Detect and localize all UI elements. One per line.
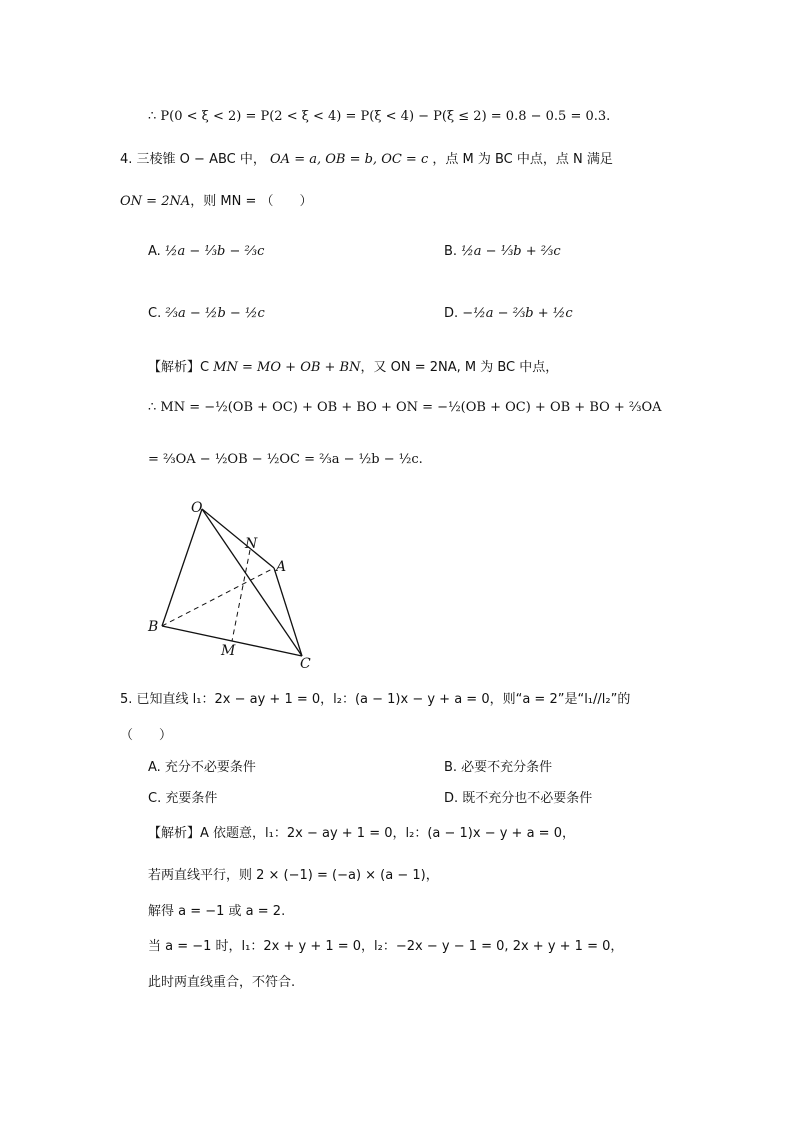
q5-option-c[interactable]: C. 充要条件 — [148, 791, 218, 806]
label-b: B — [148, 619, 159, 635]
q4-option-a[interactable] — [148, 242, 264, 262]
q4-stem-part3: ，点 M 为 BC 中点，点 N 满足 — [432, 152, 613, 167]
q4-option-b-expr: ½a − ⅓b + ⅔c — [461, 244, 561, 259]
q4-option-a-label: A. — [148, 244, 161, 259]
q5-analysis-line3: 解得 a = −1 或 a = 2. — [148, 904, 286, 919]
q5-stem-line1 — [120, 690, 630, 710]
q4-option-c-expr: ⅔a − ½b − ½c — [165, 306, 265, 321]
q4-option-c[interactable] — [148, 304, 265, 324]
prev-answer-line: ∴ P(0 < ξ < 2) = P(2 < ξ < 4) = P(ξ < 4) − P(ξ ≤ 2) = 0.8 − 0.5 = 0.3. — [148, 109, 611, 124]
q4-stem-part1: 三棱锥 O − ABC 中， — [136, 152, 266, 167]
q5-analysis-line4: 当 a = −1 时，l₁：2x + y + 1 = 0，l₂：−2x − y − 1 = 0, 2x + y + 1 = 0， — [148, 939, 624, 954]
q5-option-d[interactable]: D. 既不充分也不必要条件 — [444, 791, 593, 806]
label-c: C — [300, 656, 311, 672]
q4-stem-line1 — [120, 150, 613, 170]
q4-analysis-note1: ，又 ON = 2NA, M 为 BC 中点， — [360, 360, 559, 375]
q4-option-d-expr: −½a − ⅔b + ½c — [462, 306, 573, 321]
q4-stem-condition: ON = 2NA — [120, 194, 191, 209]
q4-option-d-label: D. — [444, 306, 459, 321]
segment-mn-hidden — [232, 550, 250, 641]
q4-option-b[interactable] — [444, 242, 561, 262]
q5-analysis-line2: 若两直线平行，则 2 × (−1) = (−a) × (a − 1)， — [148, 868, 439, 883]
q4-option-b-label: B. — [444, 244, 458, 259]
q5-analysis-line5: 此时两直线重合，不符合. — [148, 975, 296, 990]
q5-stem-blank: （ ） — [120, 728, 173, 743]
q4-analysis-line1 — [148, 358, 558, 378]
q4-stem-vectors: OA = a, OB = b, OC = c — [270, 152, 429, 167]
q5-analysis-line1: 【解析】A 依题意，l₁：2x − ay + 1 = 0，l₂：(a − 1)x − y + a = 0， — [148, 826, 575, 841]
q4-option-c-label: C. — [148, 306, 162, 321]
q5-option-a[interactable]: A. 充分不必要条件 — [148, 760, 256, 775]
q5-stem-line2 — [120, 726, 172, 746]
edge-oa — [202, 509, 274, 568]
q4-option-d[interactable] — [444, 304, 573, 324]
q4-number: 4. — [120, 152, 133, 167]
q5-option-b[interactable]: B. 必要不充分条件 — [444, 760, 553, 775]
q4-stem-ask: ，则 MN = （ ） — [190, 194, 313, 209]
tetrahedron-figure — [140, 495, 330, 675]
label-a: A — [276, 559, 287, 575]
q4-option-a-expr: ½a − ⅓b − ⅔c — [164, 244, 265, 259]
q4-analysis-eq1: MN = MO + OB + BN — [213, 360, 361, 375]
q4-stem-line2 — [120, 192, 312, 212]
q5-stem: 已知直线 l₁：2x − ay + 1 = 0，l₂：(a − 1)x − y + a = 0，则“a = 2”是“l₁//l₂”的 — [136, 692, 631, 707]
label-n: N — [245, 536, 258, 552]
q5-analysis-tag: 【解析】A — [148, 826, 209, 841]
edge-ac — [274, 568, 302, 656]
q4-analysis-tag: 【解析】C — [148, 360, 210, 375]
q4-analysis-line2: ∴ MN = −½(OB + OC) + OB + BO + ON = −½(OB + OC) + OB + BO + ⅔OA — [148, 400, 662, 415]
label-o: O — [191, 500, 203, 516]
q5-number: 5. — [120, 692, 133, 707]
label-m: M — [221, 643, 236, 659]
edge-oc — [202, 509, 302, 656]
tetrahedron-diagram — [140, 495, 330, 675]
q4-analysis-line3: = ⅔OA − ½OB − ½OC = ⅔a − ½b − ½c. — [148, 452, 423, 467]
